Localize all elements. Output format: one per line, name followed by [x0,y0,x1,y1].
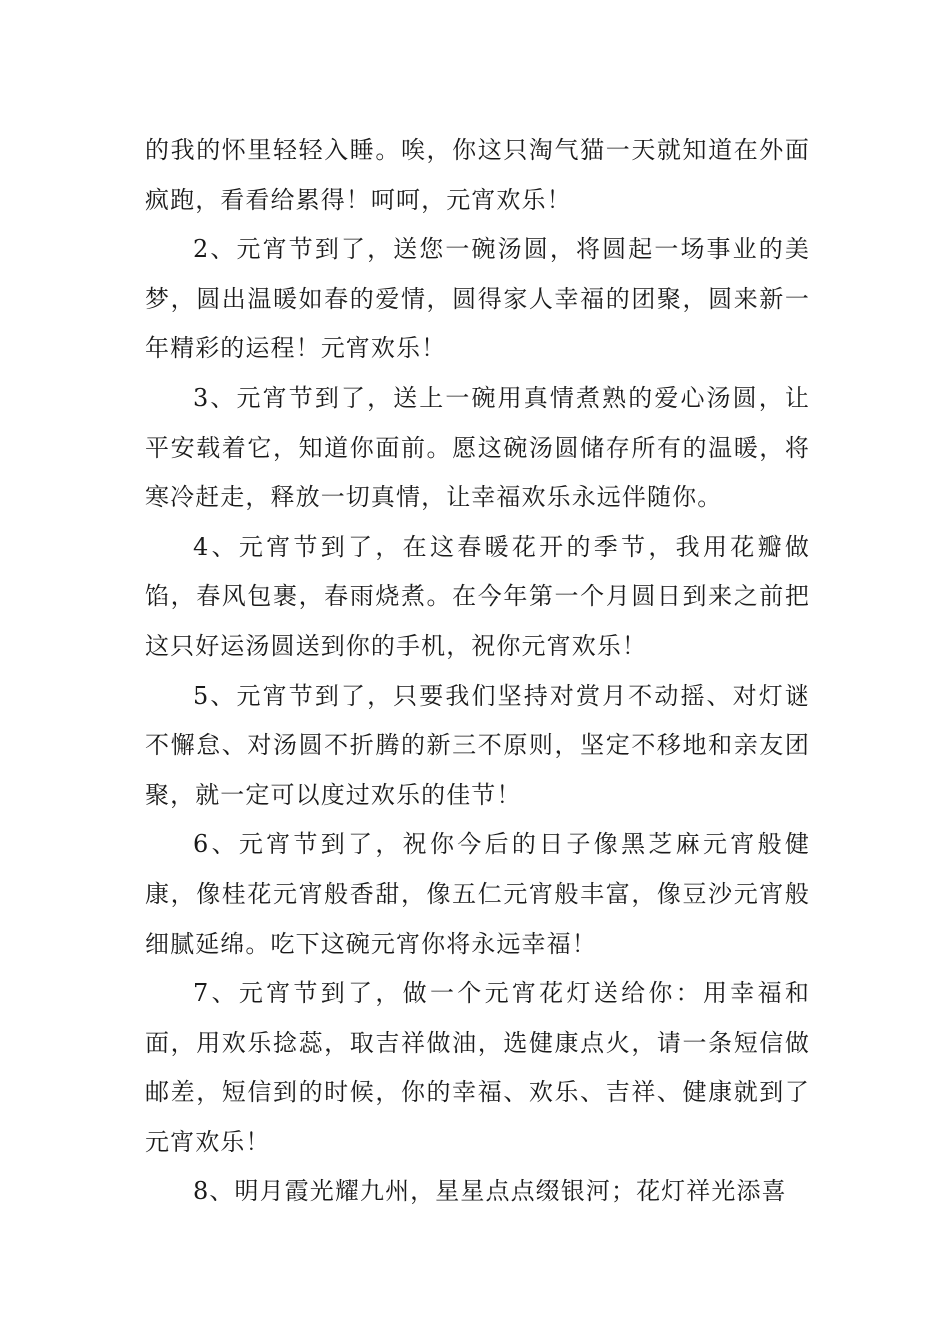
paragraph-continuation: 的我的怀里轻轻入睡。唉，你这只淘气猫一天就知道在外面疯跑，看看给累得！呵呵，元宵欢乐！ [145,136,810,214]
paragraph-item-2: 2、元宵节到了，送您一碗汤圆，将圆起一场事业的美梦，圆出温暖如春的爱情，圆得家人幸福的团聚，圆来新一年精彩的运程！元宵欢乐！ [145,235,810,363]
paragraph-item-7: 7、元宵节到了，做一个元宵花灯送给你：用幸福和面，用欢乐捻蕊，取吉祥做油，选健康点火，请一条短信做邮差，短信到的时候，你的幸福、欢乐、吉祥、健康就到了元宵欢乐！ [145,979,810,1156]
document-body [145,126,810,1217]
paragraph-item-6: 6、元宵节到了，祝你今后的日子像黑芝麻元宵般健康，像桂花元宵般香甜，像五仁元宵般丰富，像豆沙元宵般细腻延绵。吃下这碗元宵你将永远幸福！ [145,830,810,958]
paragraph-item-5: 5、元宵节到了，只要我们坚持对赏月不动摇、对灯谜不懈怠、对汤圆不折腾的新三不原则，坚定不移地和亲友团聚，就一定可以度过欢乐的佳节！ [145,681,810,809]
paragraph-item-8: 8、明月霞光耀九州，星星点点缀银河；花灯祥光添喜 [193,1177,787,1206]
paragraph-item-3: 3、元宵节到了，送上一碗用真情煮熟的爱心汤圆，让平安载着它，知道你面前。愿这碗汤圆储存所有的温暖，将寒冷赶走，释放一切真情，让幸福欢乐永远伴随你。 [145,383,810,512]
paragraph-item-4: 4、元宵节到了，在这春暖花开的季节，我用花瓣做馅，春风包裹，春雨烧煮。在今年第一个月圆日到来之前把这只好运汤圆送到你的手机，祝你元宵欢乐！ [145,532,810,660]
